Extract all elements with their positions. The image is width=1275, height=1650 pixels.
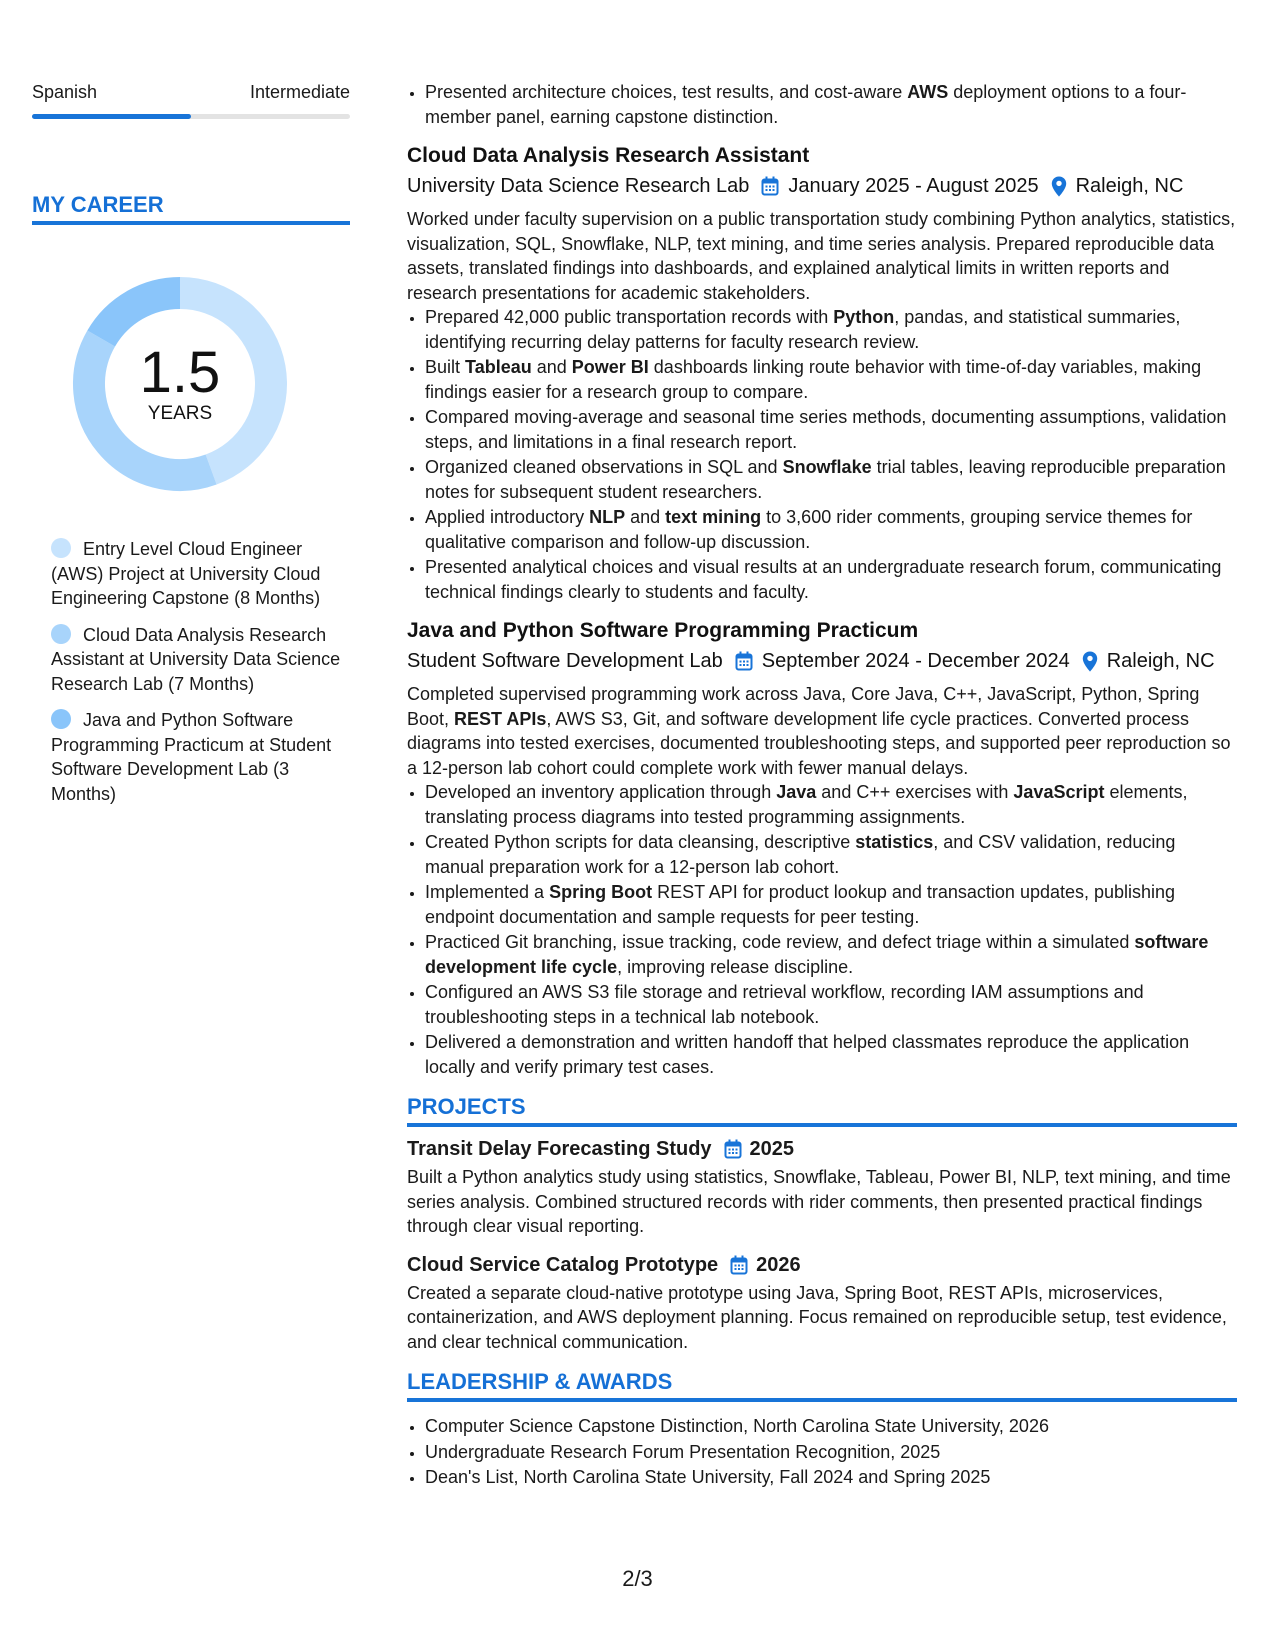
career-total-unit: YEARS [147, 403, 213, 424]
projects-section-title: PROJECTS [407, 1093, 1237, 1127]
award-item: • Computer Science Capstone Distinction, North Carolina State University, 2026 [425, 1414, 1237, 1439]
text-run: to 3,600 rider comments, grouping service themes for qualitative comparison and follow-up discussion. [425, 507, 1193, 552]
job-bullet-list [407, 305, 1237, 604]
award-item: • Dean's List, North Carolina State University, Fall 2024 and Spring 2025 [425, 1465, 1237, 1490]
language-proficiency-bar [32, 114, 350, 119]
job-title: Cloud Data Analysis Research Assistant [407, 144, 810, 167]
text-run: Applied introductory [425, 507, 590, 527]
text-run: Presented analytical choices and visual results at an undergraduate research forum, communicating technical findings clearly to students and faculty. [425, 557, 1222, 602]
project-entry [407, 1251, 1237, 1355]
career-total-value: 1.5 [139, 340, 221, 405]
carryover-bullet-list [407, 80, 1237, 129]
text-run: , improving release discipline. [617, 956, 854, 977]
language-name: Spanish [32, 82, 98, 102]
text-run: Configured an AWS S3 file storage and retrieval workflow, recording IAM assumptions and troubleshooting steps in a technical lab notebook. [425, 982, 1144, 1027]
text-run: elements, translating process diagrams into tested programming assignments. [425, 782, 1188, 827]
project-year: 2026 [756, 1253, 801, 1276]
job-title: Java and Python Software Programming Practicum [407, 619, 919, 642]
bold-keyword: JavaScript [1013, 782, 1105, 802]
bold-keyword: Tableau [465, 357, 532, 377]
job-dates: January 2025 - August 2025 [788, 175, 1039, 197]
carryover-bullet [425, 80, 1237, 129]
career-legend-item [51, 537, 341, 611]
job-bullet [425, 455, 1237, 504]
text-run: REST API for product lookup and transaction updates, publishing endpoint documentation and sample requests for peer testing. [425, 882, 1176, 927]
text-run: Compared moving-average and seasonal time series methods, documenting assumptions, validation steps, and limitations in a final research report. [425, 407, 1227, 452]
job-description [407, 682, 1237, 780]
job-bullet [425, 305, 1237, 354]
projects-list [407, 1135, 1237, 1354]
experience-list [407, 141, 1237, 1079]
leadership-list [407, 1414, 1237, 1490]
text-run: and [625, 507, 666, 527]
job-bullet [425, 880, 1237, 929]
job-bullet-list [407, 780, 1237, 1079]
job-location: Raleigh, NC [1106, 650, 1215, 672]
career-legend-item [51, 708, 341, 806]
text-run: Completed supervised programming work across Java, Core Java, C++, JavaScript, Python, Spring Boot, [407, 684, 1200, 729]
text-run: deployment options to a four-member panel, earning capstone distinction. [425, 82, 1187, 127]
leadership-section-title: LEADERSHIP & AWARDS [407, 1368, 1237, 1402]
bold-keyword: software development life cycle [425, 932, 1209, 977]
career-legend-label: Cloud Data Analysis Research Assistant at University Data Science Research Lab (7 Months) [51, 624, 341, 694]
career-legend-item [51, 623, 341, 697]
bold-keyword: text mining [665, 507, 762, 527]
project-title-row [407, 1251, 1237, 1279]
job-bullet [425, 830, 1237, 879]
bold-keyword: Snowflake [782, 457, 872, 477]
donut-center [65, 269, 295, 499]
text-run: trial tables, leaving reproducible preparation notes for subsequent student researchers. [425, 457, 1226, 502]
job-organization: Student Software Development Lab [407, 650, 723, 672]
bold-keyword: NLP [589, 507, 626, 527]
text-run: Worked under faculty supervision on a public transportation study combining Python analytics, statistics, visualization, SQL, Snowflake, NLP, text mining, and time series analysis. Prepared reproducible data assets, translated findings into dashboards, and explained analytical limits in written reports and research presentations for academic stakeholders. [407, 209, 1236, 303]
text-run: dashboards linking route behavior with time-of-day variables, making findings easier for a research group to compare. [425, 357, 1202, 402]
job-entry [407, 141, 1237, 604]
project-title-row [407, 1135, 1237, 1163]
main-content [407, 80, 1237, 1491]
calendar-icon [730, 1255, 748, 1275]
career-legend-label: Java and Python Software Programming Practicum at Student Software Development Lab (3 Months) [51, 710, 332, 804]
language-proficiency-fill [32, 114, 191, 119]
project-entry [407, 1135, 1237, 1239]
calendar-icon [761, 176, 779, 196]
bold-keyword: Spring Boot [549, 882, 653, 902]
job-bullet [425, 930, 1237, 979]
text-run: Organized cleaned observations in SQL and [425, 457, 783, 477]
job-entry [407, 616, 1237, 1079]
sidebar [32, 80, 350, 818]
job-bullet [425, 355, 1237, 404]
bold-keyword: Java [776, 782, 817, 802]
project-name: Transit Delay Forecasting Study [407, 1138, 712, 1160]
text-run: , and CSV validation, reducing manual preparation work for a 12-person lab cohort. [425, 832, 1176, 877]
text-run: , pandas, and statistical summaries, identifying recurring delay patterns for faculty research review. [425, 307, 1181, 352]
job-bullet [425, 780, 1237, 829]
bold-keyword: AWS [907, 82, 949, 102]
page-number: 2/3 [622, 1566, 653, 1591]
career-legend-label: Entry Level Cloud Engineer (AWS) Project at University Cloud Engineering Capstone (8 Months) [51, 539, 321, 608]
bold-keyword: statistics [855, 832, 934, 852]
job-meta [407, 171, 1237, 201]
job-organization: University Data Science Research Lab [407, 175, 750, 197]
legend-dot [51, 624, 71, 644]
language-row [32, 80, 350, 104]
text-run: Delivered a demonstration and written handoff that helped classmates reproduce the application locally and verify primary test cases. [425, 1032, 1190, 1077]
text-run: Presented architecture choices, test results, and cost-aware [425, 82, 908, 102]
bold-keyword: REST APIs [454, 708, 547, 729]
project-name: Cloud Service Catalog Prototype [407, 1253, 719, 1276]
project-description: Built a Python analytics study using statistics, Snowflake, Tableau, Power BI, NLP, text mining, and time series analysis. Combined structured records with rider comments, then presented practical findings through clear visual reporting. [407, 1167, 1231, 1236]
text-run: Developed an inventory application through [425, 782, 777, 802]
job-dates: September 2024 - December 2024 [761, 650, 1070, 672]
location-pin-icon [1082, 651, 1098, 672]
bold-keyword: Python [833, 307, 895, 327]
job-bullet [425, 980, 1237, 1029]
job-bullet [425, 555, 1237, 604]
text-run: Prepared 42,000 public transportation records with [425, 307, 834, 327]
career-section-title: MY CAREER [32, 191, 350, 225]
text-run: and [531, 357, 572, 377]
job-bullet [425, 405, 1237, 454]
project-description: Created a separate cloud-native prototype using Java, Spring Boot, REST APIs, microservices, containerization, and AWS deployment planning. Focus remained on reproducible setup, test evidence, and clear technical communication. [407, 1282, 1227, 1352]
job-bullet [425, 1030, 1237, 1079]
job-description [407, 207, 1237, 305]
legend-dot [51, 709, 71, 729]
calendar-icon [724, 1139, 742, 1159]
project-year: 2025 [749, 1138, 795, 1160]
text-run: and C++ exercises with [816, 782, 1014, 802]
job-location: Raleigh, NC [1075, 175, 1184, 197]
legend-dot [51, 538, 71, 558]
text-run: Created Python scripts for data cleansing, descriptive [425, 832, 856, 852]
calendar-icon [735, 651, 753, 671]
career-donut-chart [65, 269, 295, 499]
award-item: • Undergraduate Research Forum Presentation Recognition, 2025 [425, 1440, 1237, 1465]
career-legend [32, 537, 341, 806]
text-run: Built [425, 357, 466, 377]
job-meta [407, 646, 1237, 676]
bold-keyword: Power BI [571, 357, 649, 377]
text-run: Implemented a [425, 882, 550, 902]
job-bullet [425, 505, 1237, 554]
text-run: Practiced Git branching, issue tracking, code review, and defect triage within a simulated [425, 932, 1135, 952]
language-level: Intermediate [249, 82, 350, 102]
location-pin-icon [1051, 176, 1067, 197]
text-run: , AWS S3, Git, and software development life cycle practices. Converted process diagrams into tested exercises, documented troubleshooting steps, and supported peer reproduction so a 12-person lab cohort could complete work with fewer manual delays. [407, 708, 1231, 778]
